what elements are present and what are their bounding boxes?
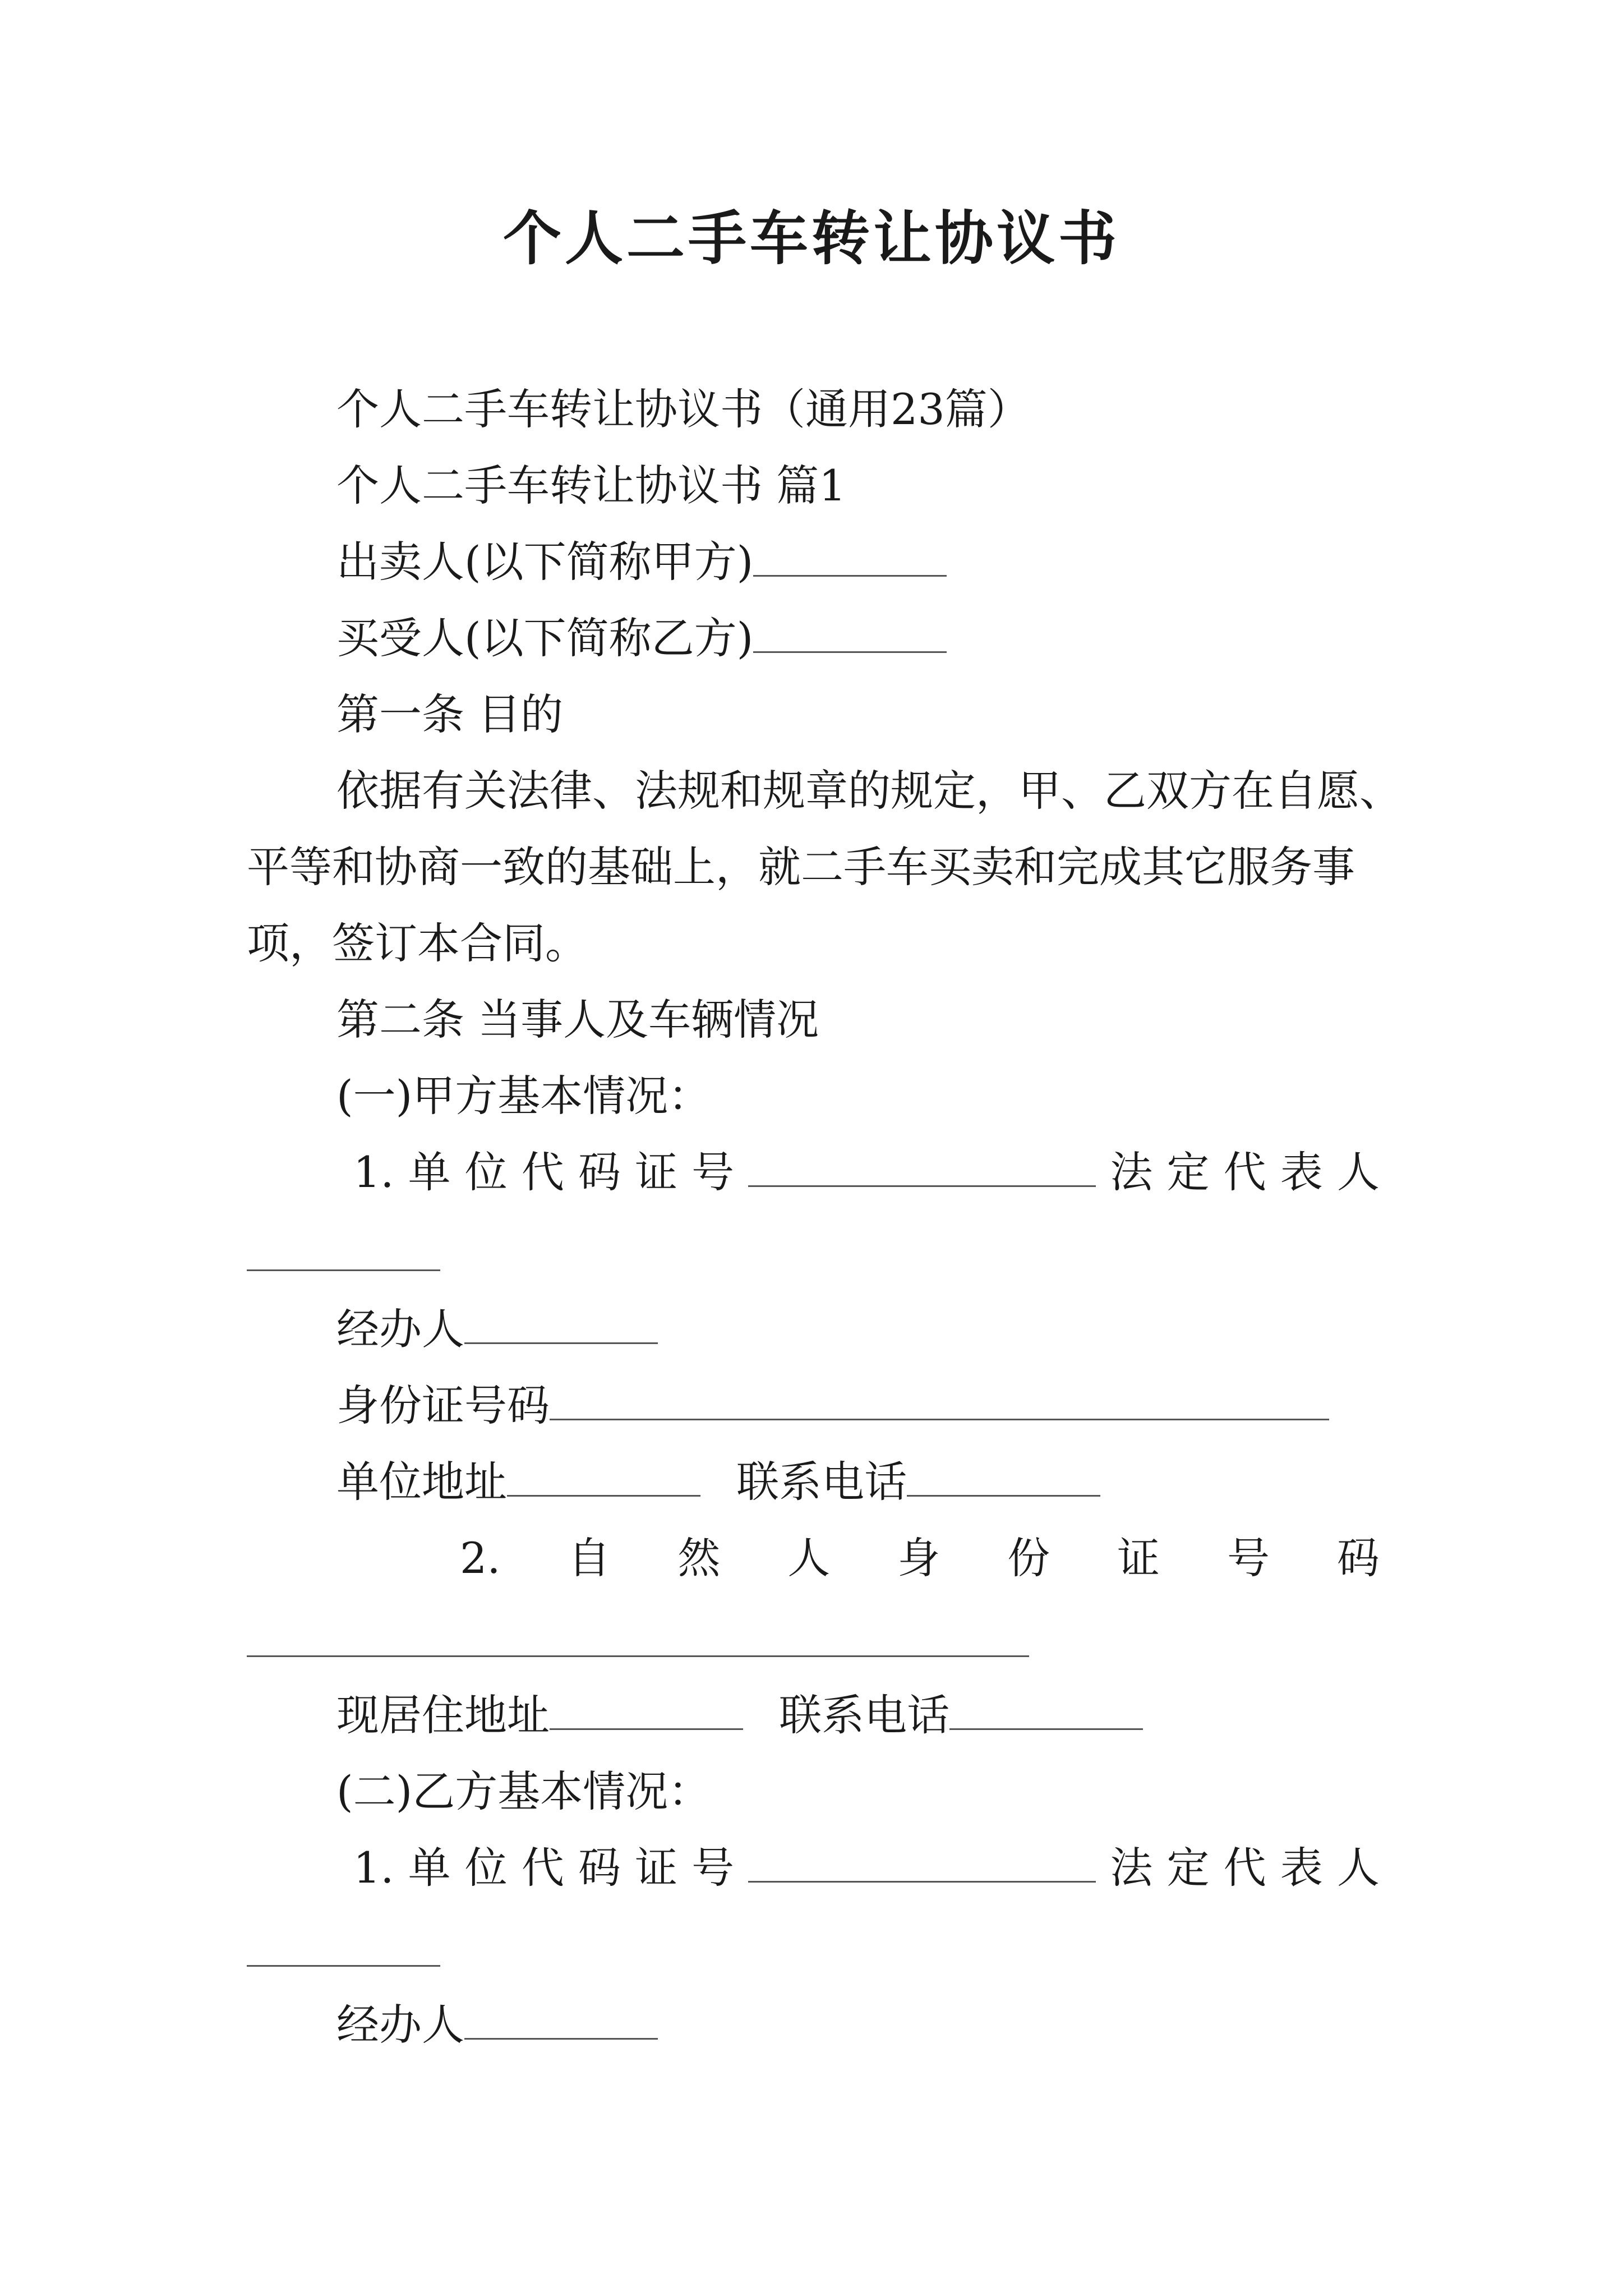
- article2-heading: 第二条 当事人及车辆情况: [336, 995, 819, 1045]
- partyB-legal-rep-char: 表: [1280, 1843, 1323, 1893]
- partyB-item1-char: 位: [464, 1843, 508, 1893]
- partyA-residence-label: 现居住地址: [336, 1690, 550, 1740]
- seller-label: 出卖人(以下简称甲方): [336, 537, 754, 587]
- partyA-item2-char: 证: [1117, 1533, 1160, 1583]
- partyA-residence-phone-label: 联系电话: [779, 1690, 950, 1740]
- partyA-item2-char: 码: [1336, 1533, 1380, 1583]
- partyB-legal-rep-char: 代: [1223, 1843, 1266, 1893]
- seller-blank: [753, 539, 947, 577]
- partyA-id-blank: [550, 1383, 1329, 1420]
- partyB-legal-rep-char: 法: [1110, 1843, 1153, 1893]
- partyB-item1-char: 代: [521, 1843, 564, 1893]
- partyB-item1-char: 单: [408, 1843, 451, 1893]
- partyA-item2-char: 自: [568, 1533, 611, 1583]
- partyA-residence-line: [336, 1687, 1143, 1743]
- partyA-item1-prefix: 1.: [353, 1147, 394, 1197]
- partyA-address-label: 单位地址: [336, 1457, 507, 1507]
- partyA-id-label: 身份证号码: [336, 1381, 550, 1430]
- partyB-heading: (二)乙方基本情况：: [336, 1766, 711, 1816]
- partyA-address-blank: [507, 1459, 700, 1497]
- partyB-item1-char: 证: [635, 1843, 678, 1893]
- buyer-label: 买受人(以下简称乙方): [336, 613, 754, 663]
- article1-line3: 项，签订本合同。: [247, 918, 588, 968]
- article1-heading: 第一条 目的: [336, 689, 564, 739]
- partyB-item1-prefix: 1.: [353, 1843, 394, 1893]
- partyA-agent-blank: [464, 1306, 658, 1344]
- partyB-agent-label: 经办人: [336, 2000, 464, 2050]
- partyA-residence-phone-blank: [949, 1692, 1143, 1730]
- partyA-heading: (一)甲方基本情况：: [336, 1071, 711, 1121]
- partyA-legal-rep-char: 代: [1223, 1147, 1266, 1197]
- partyA-id-line: [336, 1378, 1329, 1434]
- partyA-agent-label: 经办人: [336, 1304, 464, 1354]
- partyA-item2-char: 号: [1227, 1533, 1270, 1583]
- partyA-item2-char: 身: [897, 1533, 940, 1583]
- partyA-phone-blank: [907, 1459, 1100, 1497]
- buyer-blank: [753, 615, 947, 653]
- partyA-legal-rep-blank: [247, 1269, 440, 1271]
- partyA-residence-blank: [550, 1692, 743, 1730]
- buyer-line: [336, 610, 947, 666]
- partyB-agent-blank: [464, 2002, 658, 2040]
- partyB-agent-line: [336, 1997, 658, 2053]
- partyA-item1-char: 位: [464, 1147, 508, 1197]
- partyA-legal-rep-char: 法: [1110, 1147, 1153, 1197]
- partyA-item2-char: 然: [677, 1533, 721, 1583]
- part-heading: 个人二手车转让协议书 篇1: [336, 461, 846, 510]
- partyB-legal-rep-char: 人: [1336, 1843, 1380, 1893]
- partyB-item1-char: 码: [578, 1843, 621, 1893]
- partyA-item2-char: 2.: [460, 1533, 501, 1583]
- partyA-item1-line: [336, 1144, 1380, 1200]
- partyA-address-line: [336, 1454, 1100, 1510]
- partyA-legal-rep-char: 定: [1166, 1147, 1210, 1197]
- partyA-legal-rep-char: 表: [1280, 1147, 1323, 1197]
- article1-line1: 依据有关法律、法规和规章的规定，甲、乙双方在自愿、: [336, 766, 1402, 816]
- partyA-legal-rep-char: 人: [1336, 1147, 1380, 1197]
- partyB-legal-rep-char: 定: [1166, 1843, 1210, 1893]
- seller-line: [336, 534, 947, 590]
- partyB-legal-rep-blank: [247, 1964, 440, 1967]
- partyB-item1-line: [336, 1840, 1380, 1896]
- document-title: 个人二手车转让协议书: [502, 204, 1120, 273]
- partyA-item2-char: 人: [787, 1533, 831, 1583]
- partyA-item1-char: 证: [635, 1147, 678, 1197]
- partyA-item1-char: 码: [578, 1147, 621, 1197]
- partyA-item1-char: 号: [691, 1147, 735, 1197]
- partyA-unit-code-blank: [748, 1149, 1096, 1187]
- partyA-item1-char: 代: [521, 1147, 564, 1197]
- partyA-agent-line: [336, 1301, 658, 1358]
- partyA-item1-char: 单: [408, 1147, 451, 1197]
- article1-line2: 平等和协商一致的基础上，就二手车买卖和完成其它服务事: [247, 842, 1355, 892]
- document-subtitle: 个人二手车转让协议书（通用23篇）: [336, 384, 1030, 434]
- partyA-item2-line: [460, 1530, 1380, 1586]
- partyA-item2-char: 份: [1007, 1533, 1050, 1583]
- partyB-item1-char: 号: [691, 1843, 735, 1893]
- partyA-natural-id-blank: [247, 1655, 1029, 1657]
- partyB-unit-code-blank: [748, 1845, 1096, 1883]
- partyA-phone-label: 联系电话: [736, 1457, 907, 1507]
